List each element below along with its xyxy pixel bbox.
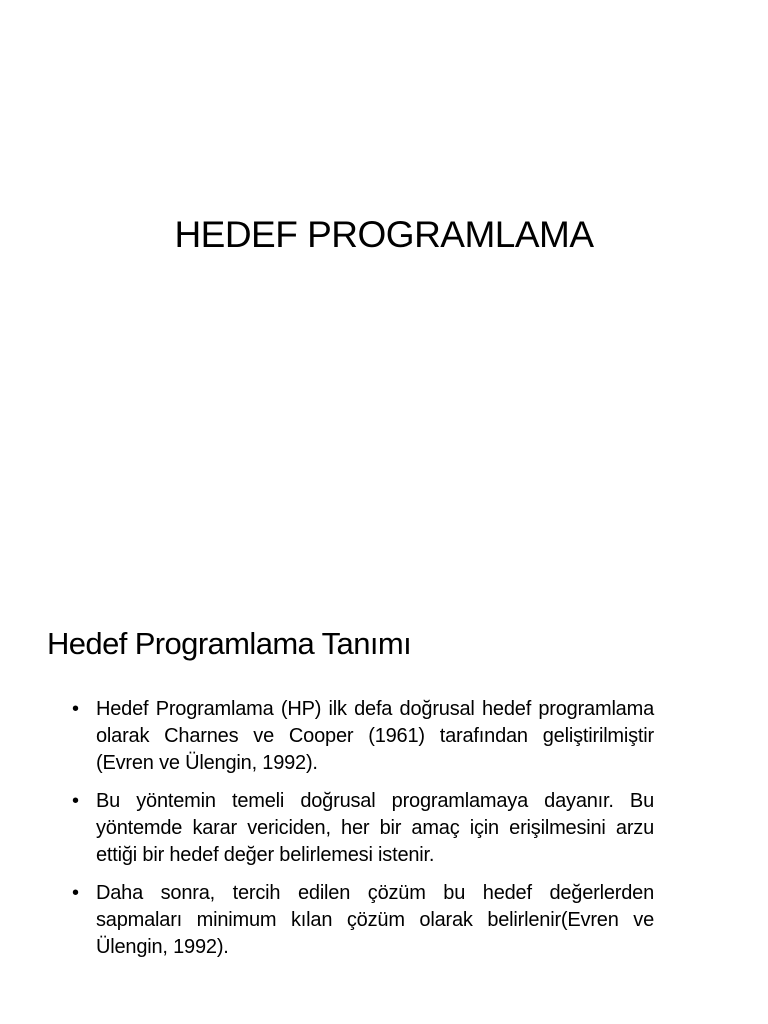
bullet-dot-icon: •	[72, 698, 79, 720]
bullet-item	[72, 880, 654, 961]
slide-title: HEDEF PROGRAMLAMA	[174, 214, 594, 255]
bullet-list	[72, 696, 654, 972]
bullet-text: Bu yöntemin temeli doğrusal programlamaya dayanır. Bu yöntemde karar vericiden, her bir amaç için erişilmesini arzu ettiği bir hedef değer belirlemesi istenir.	[96, 790, 654, 866]
bullet-text: Daha sonra, tercih edilen çözüm bu hedef değerlerden sapmaları minimum kılan çözüm olarak belirlenir(Evren ve Ülengin, 1992).	[96, 882, 654, 958]
bullet-dot-icon: •	[72, 790, 79, 812]
bullet-text: Hedef Programlama (HP) ilk defa doğrusal hedef programlama olarak Charnes ve Cooper (1961) tarafından geliştirilmiştir (Evren ve Ülengin, 1992).	[96, 698, 654, 774]
section-title: Hedef Programlama Tanımı	[47, 626, 412, 661]
bullet-dot-icon: •	[72, 882, 79, 904]
bullet-item	[72, 696, 654, 777]
bullet-item	[72, 788, 654, 869]
slide-definition	[0, 578, 768, 1024]
